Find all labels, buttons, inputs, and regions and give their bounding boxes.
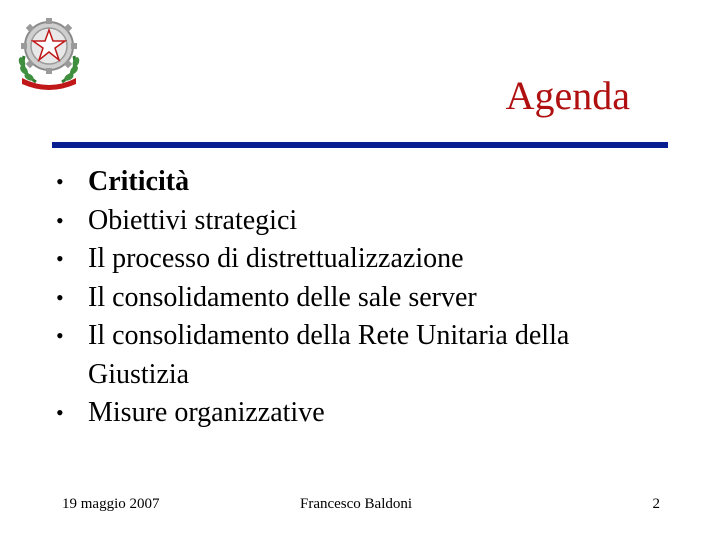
agenda-item-text: Il consolidamento della Rete Unitaria della <box>88 320 570 351</box>
agenda-item <box>56 163 696 202</box>
bullet-icon: • <box>56 246 64 271</box>
bullet-icon: • <box>56 207 64 233</box>
page-number: 2 <box>652 496 660 512</box>
agenda-item <box>56 317 696 356</box>
footer-date: 19 maggio 2007 <box>62 496 160 512</box>
title-divider <box>52 142 668 148</box>
bullet-icon: • <box>56 400 64 425</box>
bullet-icon: • <box>56 284 64 310</box>
italian-republic-emblem-icon <box>14 12 84 90</box>
agenda-item-text: Obiettivi strategici <box>88 204 298 236</box>
agenda-item <box>56 279 696 318</box>
agenda-item-text: Il consolidamento delle sale server <box>88 281 477 313</box>
agenda-item <box>56 240 696 279</box>
bullet-icon: • <box>56 169 64 194</box>
agenda-item-continuation <box>56 356 696 395</box>
slide-title: Agenda <box>505 73 630 118</box>
agenda-list <box>56 163 696 433</box>
agenda-item <box>56 394 696 433</box>
footer-author: Francesco Baldoni <box>300 496 413 512</box>
bullet-icon: • <box>56 323 64 348</box>
agenda-item-text: Il processo di distrettualizzazione <box>88 243 464 274</box>
agenda-item-text: Misure organizzative <box>88 397 325 428</box>
agenda-item <box>56 202 696 241</box>
agenda-item-text: Criticità <box>88 166 190 197</box>
agenda-item-text: Giustizia <box>88 358 190 390</box>
